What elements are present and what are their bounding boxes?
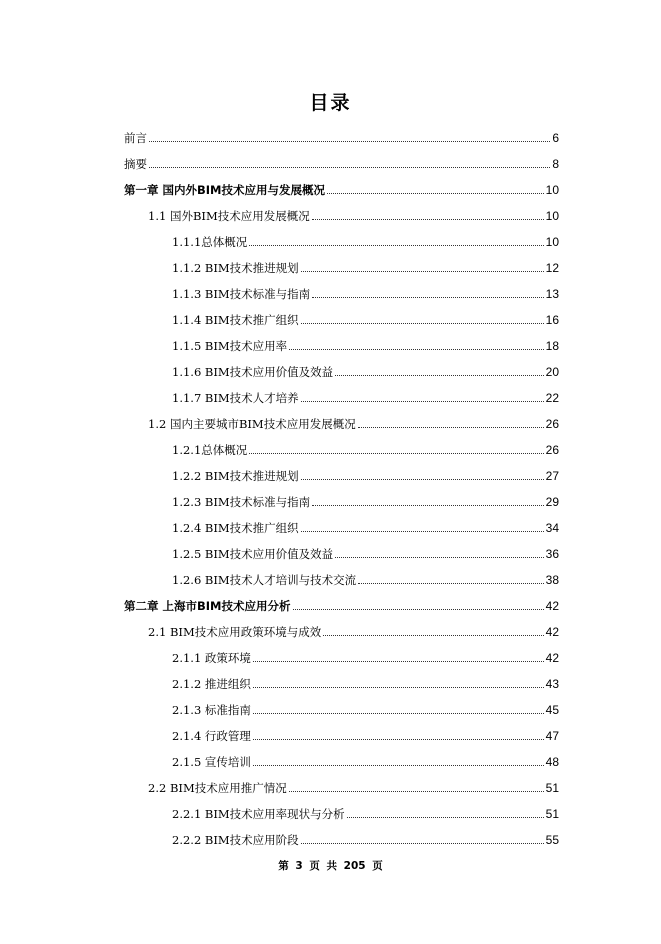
toc-leader-dots [335, 375, 543, 376]
toc-entry[interactable] [172, 334, 559, 354]
toc-entry-page: 18 [545, 339, 559, 353]
toc-leader-dots [301, 479, 544, 480]
toc-entry-label: 2.1.1 政策环境 [172, 651, 251, 665]
toc-entry[interactable] [172, 360, 559, 380]
toc-entry[interactable] [148, 412, 559, 432]
toc-entry-page: 48 [545, 755, 559, 769]
toc-leader-dots [253, 687, 544, 688]
toc-entry-page: 10 [545, 235, 559, 249]
toc-entry[interactable] [172, 256, 559, 276]
toc-leader-dots [301, 843, 544, 844]
toc-entry[interactable] [172, 464, 559, 484]
toc-entry-label: 2.1.3 标准指南 [172, 703, 251, 717]
toc-entry[interactable] [124, 594, 559, 614]
toc-entry-label: 1.2.1总体概况 [172, 443, 248, 457]
toc-leader-dots [149, 167, 550, 168]
toc-entry[interactable] [172, 750, 559, 770]
toc-entry[interactable] [172, 490, 559, 510]
toc-entry-page: 6 [552, 131, 559, 145]
page-footer: 第 3 页 共 205 页 [278, 860, 383, 872]
toc-entry[interactable] [172, 516, 559, 536]
toc-entry[interactable] [172, 308, 559, 328]
toc-entry-page: 51 [545, 781, 559, 795]
toc-entry-label: 1.2.4 BIM技术推广组织 [172, 521, 299, 535]
toc-leader-dots [249, 453, 543, 454]
toc-entry-page: 26 [545, 417, 559, 431]
toc-entry-page: 38 [545, 573, 559, 587]
toc-leader-dots [253, 739, 544, 740]
toc-entry-page: 22 [545, 391, 559, 405]
toc-leader-dots [301, 401, 544, 402]
toc-entry-label: 1.2.6 BIM技术人才培训与技术交流 [172, 573, 357, 587]
toc-entry-label: 1.1.4 BIM技术推广组织 [172, 313, 299, 327]
toc-leader-dots [293, 609, 544, 610]
toc-entry-label: 第二章 上海市BIM技术应用分析 [124, 599, 291, 613]
toc-leader-dots [312, 219, 544, 220]
toc-leader-dots [289, 349, 543, 350]
toc-entry[interactable] [172, 230, 559, 250]
toc-entry-page: 42 [545, 625, 559, 639]
toc-entry[interactable] [172, 438, 559, 458]
toc-entry-label: 1.2.3 BIM技术标准与指南 [172, 495, 311, 509]
toc-leader-dots [327, 193, 544, 194]
toc-entry-label: 2.1 BIM技术应用政策环境与成效 [148, 625, 322, 639]
toc-entry[interactable] [172, 698, 559, 718]
toc-entry[interactable] [172, 646, 559, 666]
toc-entry-label: 2.1.2 推进组织 [172, 677, 251, 691]
toc-leader-dots [358, 583, 543, 584]
toc-entry-page: 12 [545, 261, 559, 275]
toc-leader-dots [249, 245, 543, 246]
toc-leader-dots [253, 765, 544, 766]
toc-entry-label: 摘要 [124, 157, 147, 171]
toc-leader-dots [323, 635, 543, 636]
toc-entry[interactable] [172, 802, 559, 822]
toc-entry[interactable] [148, 204, 559, 224]
toc-leader-dots [347, 817, 544, 818]
toc-leader-dots [149, 141, 550, 142]
toc-entry-label: 1.1 国外BIM技术应用发展概况 [148, 209, 310, 223]
toc-entry-page: 51 [545, 807, 559, 821]
toc-leader-dots [253, 661, 544, 662]
toc-entry[interactable] [148, 776, 559, 796]
toc-entry-page: 47 [545, 729, 559, 743]
toc-entry-page: 55 [545, 833, 559, 847]
toc-entry-page: 29 [545, 495, 559, 509]
toc-entry-label: 前言 [124, 131, 147, 145]
toc-entry-page: 10 [545, 183, 559, 197]
toc-entry-label: 2.2.1 BIM技术应用率现状与分析 [172, 807, 345, 821]
toc-entry-page: 10 [545, 209, 559, 223]
toc-entry-page: 13 [545, 287, 559, 301]
toc-entry[interactable] [148, 620, 559, 640]
toc-entry-page: 42 [545, 599, 559, 613]
toc-entry[interactable] [172, 724, 559, 744]
toc-leader-dots [301, 271, 544, 272]
toc-leader-dots [358, 427, 544, 428]
toc-entry-page: 36 [545, 547, 559, 561]
toc-entry-label: 1.1.6 BIM技术应用价值及效益 [172, 365, 334, 379]
toc-entry-label: 2.1.5 宣传培训 [172, 755, 251, 769]
toc-entry-page: 42 [545, 651, 559, 665]
toc-leader-dots [312, 297, 543, 298]
toc-entry[interactable] [172, 672, 559, 692]
toc-entry[interactable] [172, 282, 559, 302]
toc-entry-label: 1.1.1总体概况 [172, 235, 248, 249]
toc-leader-dots [289, 791, 544, 792]
toc-entry-label: 1.1.2 BIM技术推进规划 [172, 261, 299, 275]
toc-entry-label: 1.2 国内主要城市BIM技术应用发展概况 [148, 417, 356, 431]
toc-leader-dots [335, 557, 543, 558]
toc-entry-label: 第一章 国内外BIM技术应用与发展概况 [124, 183, 325, 197]
toc-entry-page: 26 [545, 443, 559, 457]
toc-entry-label: 2.2 BIM技术应用推广情况 [148, 781, 287, 795]
toc-entry[interactable] [172, 828, 559, 848]
toc-leader-dots [253, 713, 544, 714]
toc-entry-label: 1.1.7 BIM技术人才培养 [172, 391, 299, 405]
toc-entry-label: 2.2.2 BIM技术应用阶段 [172, 833, 299, 847]
toc-leader-dots [301, 531, 544, 532]
toc-entry[interactable] [124, 152, 559, 172]
toc-entry-page: 34 [545, 521, 559, 535]
toc-entry-page: 27 [545, 469, 559, 483]
toc-entry-label: 1.1.3 BIM技术标准与指南 [172, 287, 311, 301]
toc-entry[interactable] [172, 568, 559, 588]
toc-entry-page: 16 [545, 313, 559, 327]
toc-entry[interactable] [124, 178, 559, 198]
toc-entry-label: 1.2.5 BIM技术应用价值及效益 [172, 547, 334, 561]
toc-entry-page: 45 [545, 703, 559, 717]
toc-title: 目录 [309, 92, 352, 114]
toc-entry[interactable] [124, 126, 559, 146]
toc-entry[interactable] [172, 386, 559, 406]
toc-entry-page: 43 [545, 677, 559, 691]
toc-leader-dots [301, 323, 544, 324]
toc-entry-page: 8 [552, 157, 559, 171]
toc-entry-label: 2.1.4 行政管理 [172, 729, 251, 743]
toc-entry-label: 1.1.5 BIM技术应用率 [172, 339, 288, 353]
toc-entry[interactable] [172, 542, 559, 562]
toc-entry-label: 1.2.2 BIM技术推进规划 [172, 469, 299, 483]
toc-leader-dots [312, 505, 543, 506]
toc-entry-page: 20 [545, 365, 559, 379]
